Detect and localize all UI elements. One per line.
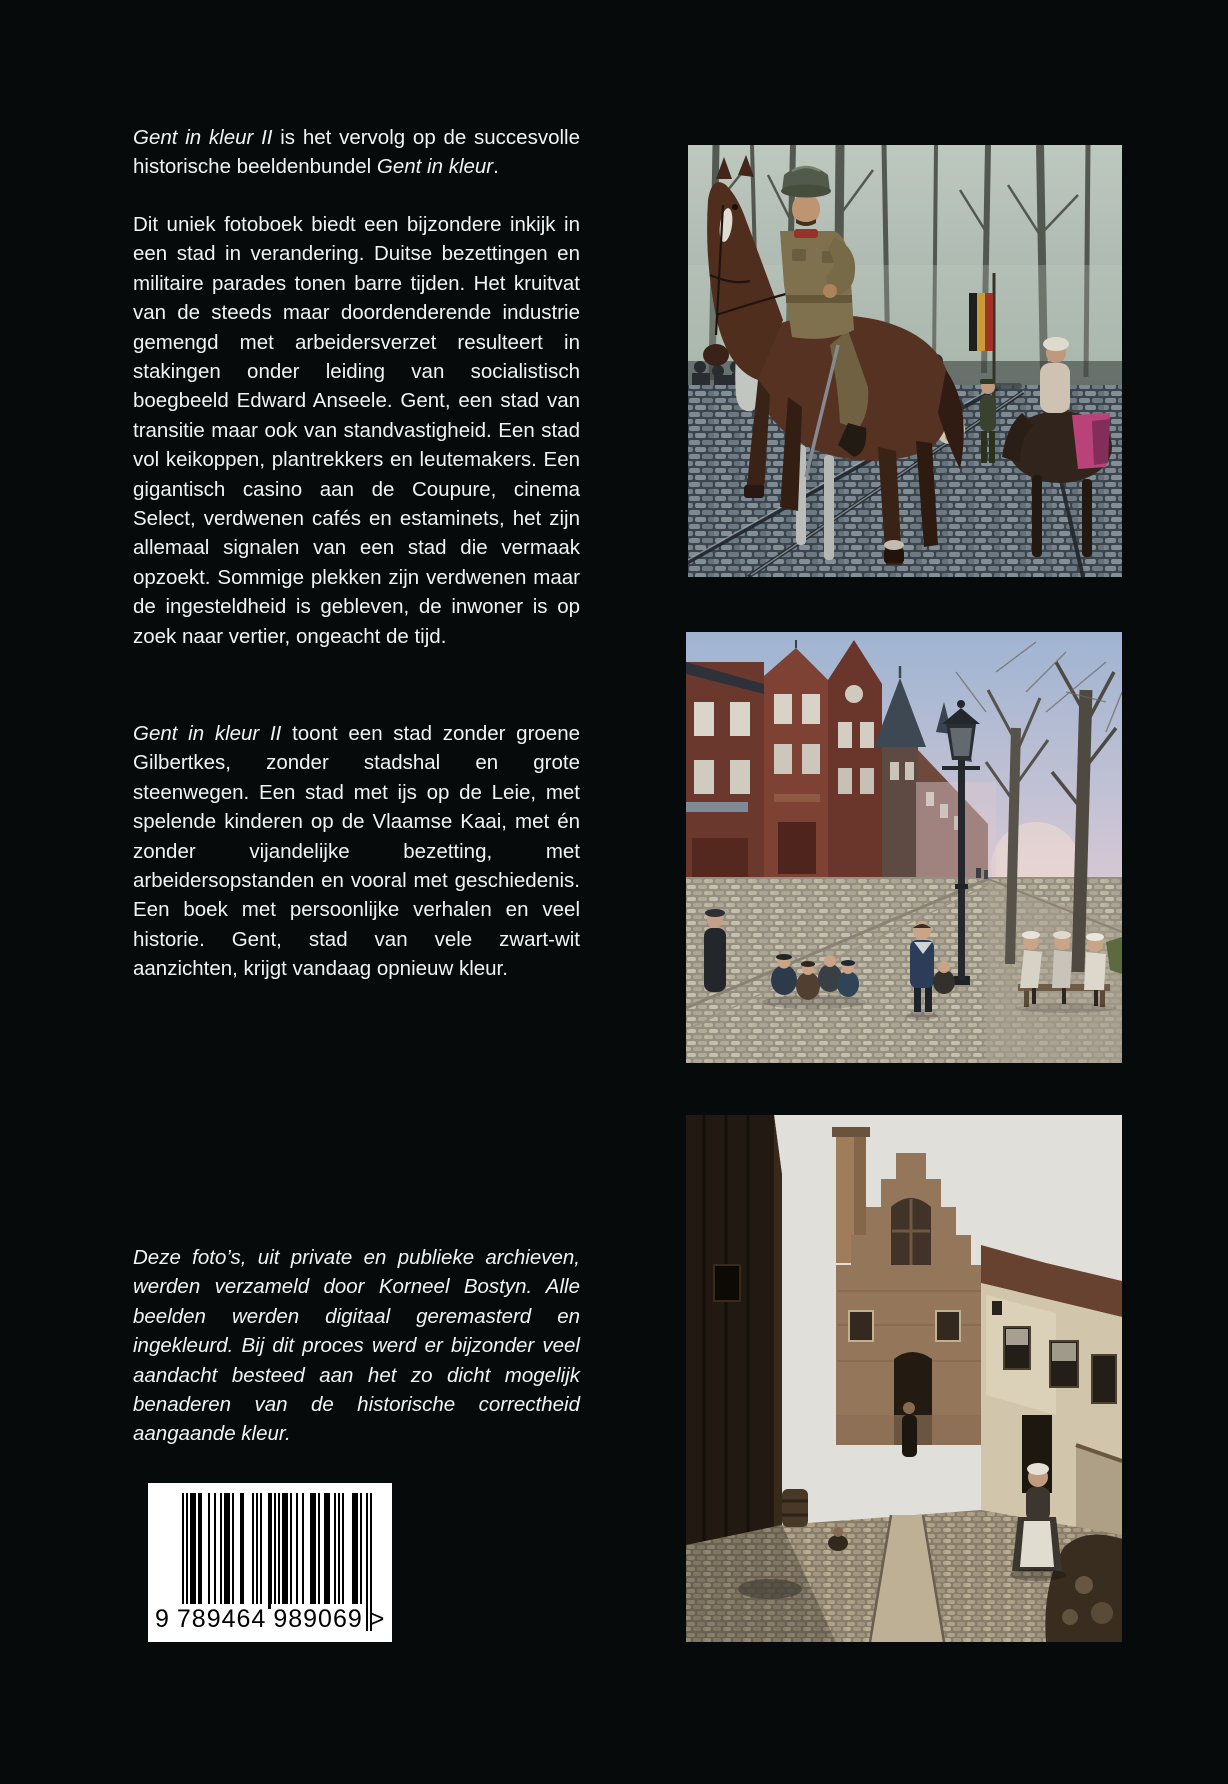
colophon-paragraph: Deze foto’s, uit private en publieke archieven, werden verzameld door Korneel Bostyn. Alle beelden werden digitaal geremasterd en ingekleurd. Bij dit proces werd er bijzonder veel aandacht besteed aan het zo dicht mogelijk benaderen van de historische correctheid aangaande kleur. [133,1246,580,1446]
barcode-group2: 989069 [273,1605,363,1633]
second-paragraph: Gent in kleur II toont een stad zonder groene Gilbertkes, zonder stadshal en grote steenwegen. Een stad met ijs op de Leie, met spelende kinderen op de Vlaamse Kaai, met én zonder vijandelijke bezetting, met arbeidersopstanden en vooral met geschiedenis. Een boek met persoonlijke verhalen en veel historie. Gent, stad van vele zwart-wit aanzichten, krijgt vandaag opnieuw kleur. [133,722,580,981]
courtyard-photo [686,1115,1122,1642]
military-parade-photo [688,145,1122,577]
book-title-ref-italic: Gent in kleur [376,155,494,179]
intro-paragraph: Gent in kleur II is het vervolg op de succesvolle historische beeldenbundel Gent in kleur. [133,126,580,179]
barcode-prefix: 9 [155,1605,170,1633]
barcode-group1: 789464 [176,1605,267,1633]
isbn-barcode [148,1483,392,1642]
book-title-italic: Gent in kleur II [133,126,273,149]
book-title-italic: Gent in kleur II [133,722,282,745]
barcode-suffix: > [369,1605,386,1633]
barcode-digits [153,1604,387,1634]
street-children-photo [686,632,1122,1063]
body-paragraph: Dit uniek fotoboek biedt een bijzondere inkijk in een stad in verandering. Duitse bezettingen en militaire parades tonen barre tijden. Het kruitvat van de steeds maar doordenderende industrie gemengd met arbeidersverzet resulteert in stakingen onder leiding van socialistisch boegbeeld Edward Anseele. Gent, een stad van transitie maar ook van standvastigheid. Een stad vol keikoppen, plantrekkers en leutemakers. Een gigantisch casino aan de Coupure, cinema Select, verdwenen cafés en estaminets, het zijn allemaal signalen van een stad die vermaak opzoekt. Sommige plekken zijn verdwenen maar de ingesteldheid is gebleven, de inwoner is op zoek naar vertier, ongeacht de tijd. [133,213,580,648]
